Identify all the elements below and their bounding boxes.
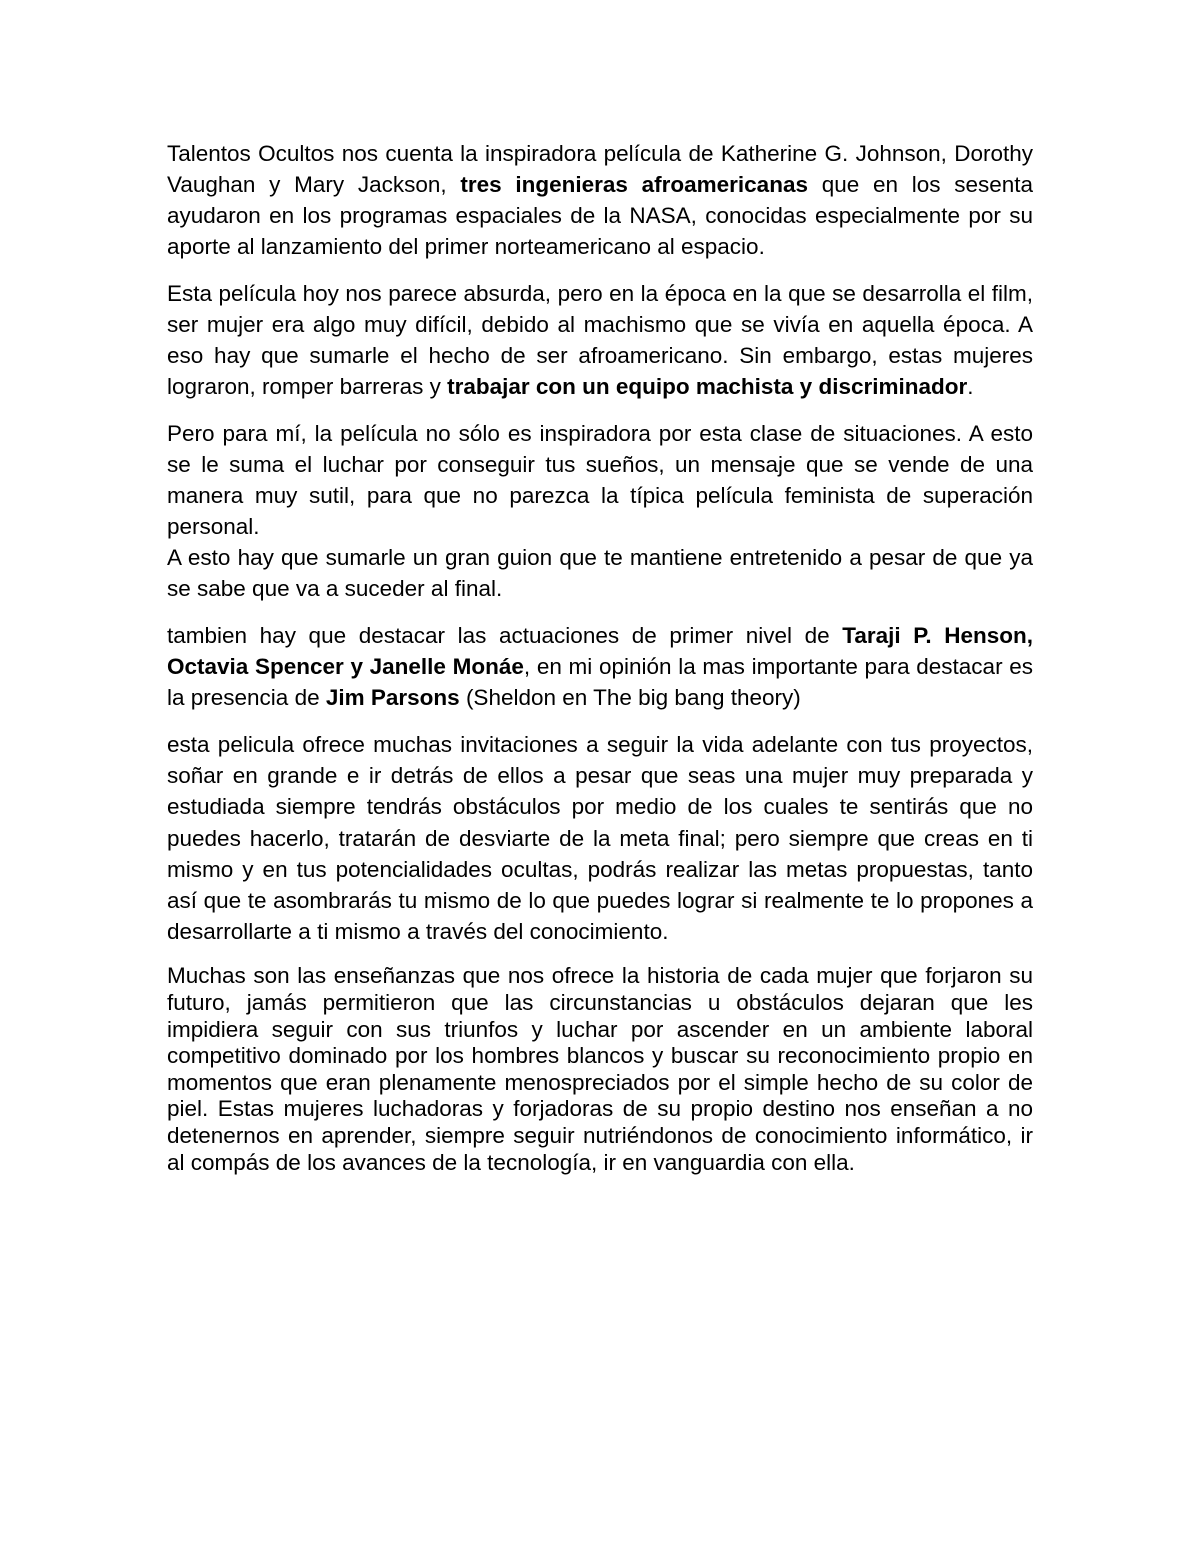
paragraph-2-text: Esta película hoy nos parece absurda, pero en la época en la que se desarrolla el film, ser mujer era algo muy difícil, debido al machismo que se vivía en aquella época. A eso hay que sumarle el hecho de ser afroamericano. Sin embargo, estas mujeres lograron, romper barreras y xyxy=(167,281,1033,399)
paragraph-5-text-end: (Sheldon en The big bang theory) xyxy=(459,685,801,710)
paragraph-1-text: Talentos Ocultos nos cuenta la inspiradora película de Katherine G. Johnson, Dorothy Vaughan y Mary Jackson, xyxy=(167,141,1033,197)
paragraph-5-text-mid: , en mi opinión la mas importante para destacar es la presencia de xyxy=(167,654,1034,710)
paragraph-2 xyxy=(167,278,1033,402)
paragraph-2-text-end: . xyxy=(967,374,974,399)
paragraph-5-bold-actors: Taraji P. Henson, Octavia Spencer y Janelle Monáe xyxy=(167,623,1033,679)
paragraph-1-bold: tres ingenieras afroamericanas xyxy=(460,172,808,197)
paragraph-5 xyxy=(167,620,1033,713)
paragraph-1-text-end: que en los sesenta ayudaron en los programas espaciales de la NASA, conocidas especialmente por su aporte al lanzamiento del primer norteamericano al espacio. xyxy=(167,172,1034,259)
paragraph-3-text: Pero para mí, la película no sólo es inspiradora por esta clase de situaciones. A esto se le suma el luchar por conseguir tus sueños, un mensaje que se vende de una manera muy sutil, para que no parezca la típica película feminista de superación personal. xyxy=(167,421,1033,539)
paragraph-2-bold: trabajar con un equipo machista y discriminador xyxy=(447,374,968,399)
paragraph-5-text: tambien hay que destacar las actuaciones de primer nivel de xyxy=(167,623,843,648)
paragraph-7-text: Muchas son las enseñanzas que nos ofrece la historia de cada mujer que forjaron su futuro, jamás permitieron que las circunstancias u obstáculos dejaran que les impidiera seguir con sus triunfos y luchar por ascender en un ambiente laboral competitivo dominado por los hombres blancos y buscar su reconocimiento propio en momentos que eran plenamente menospreciados por el simple hecho de su color de piel. Estas mujeres luchadoras y forjadoras de su propio destino nos enseñan a no detenernos en aprender, siempre seguir nutriéndonos de conocimiento informático, ir al compás de los avances de la tecnología, ir en vanguardia con ella. xyxy=(167,963,1033,1175)
paragraph-6 xyxy=(167,729,1033,947)
paragraph-6-text: esta pelicula ofrece muchas invitaciones a seguir la vida adelante con tus proyectos, soñar en grande e ir detrás de ellos a pesar que seas una mujer muy preparada y estudiada siempre tendrás obstáculos por medio de los cuales te sentirás que no puedes hacerlo, tratarán de desviarte de la meta final; pero siempre que creas en ti mismo y en tus potencialidades ocultas, podrás realizar las metas propuestas, tanto así que te asombrarás tu mismo de lo que puedes lograr si realmente te lo propones a desarrollarte a ti mismo a través del conocimiento. xyxy=(167,732,1033,945)
paragraph-5-bold-parsons: Jim Parsons xyxy=(325,685,460,710)
paragraph-7 xyxy=(167,963,1033,1176)
paragraph-3 xyxy=(167,418,1033,542)
paragraph-1 xyxy=(167,138,1033,262)
document-body xyxy=(167,138,1033,1176)
paragraph-4 xyxy=(167,542,1033,604)
paragraph-4-text: A esto hay que sumarle un gran guion que te mantiene entretenido a pesar de que ya se sabe que va a suceder al final. xyxy=(167,545,1033,601)
